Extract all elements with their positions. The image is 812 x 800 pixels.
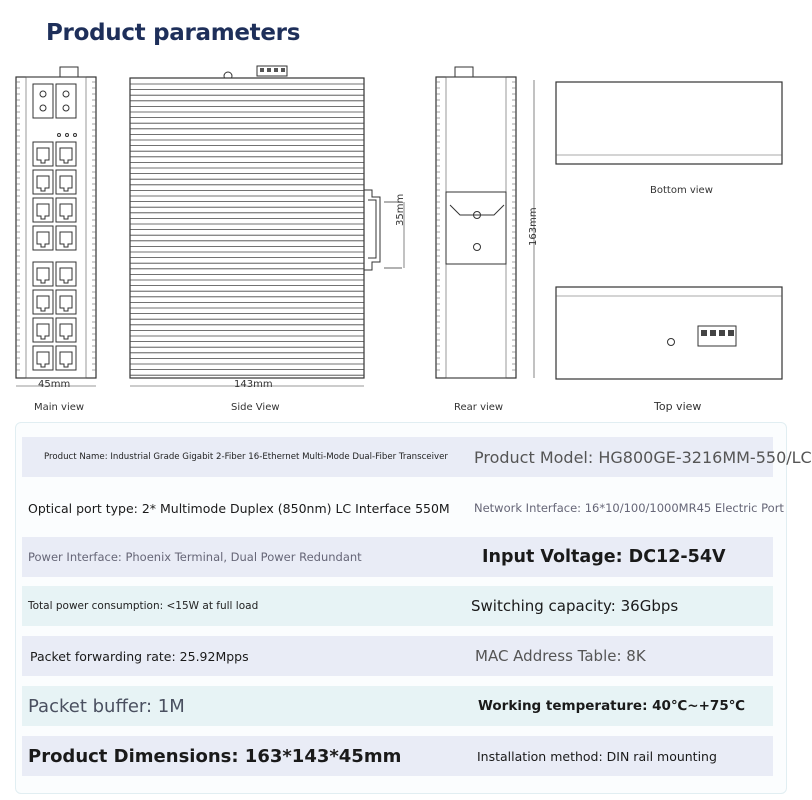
rear-view-caption: Rear view bbox=[454, 402, 504, 413]
spec-product-model: Product Model: HG800GE-3216MM-550/LC bbox=[474, 447, 812, 467]
spec-row bbox=[22, 636, 773, 676]
dimension-height: 163mm bbox=[528, 207, 539, 246]
spec-mac-table: MAC Address Table: 8K bbox=[475, 647, 646, 665]
spec-row bbox=[22, 736, 773, 776]
dimension-rail: 35mm bbox=[395, 193, 406, 226]
side-view-drawing bbox=[130, 66, 404, 386]
spec-power-interface: Power Interface: Phoenix Terminal, Dual Power Redundant bbox=[28, 550, 362, 564]
bottom-view-caption: Bottom view bbox=[650, 185, 713, 196]
spec-switching-capacity: Switching capacity: 36Gbps bbox=[471, 597, 679, 615]
spec-installation: Installation method: DIN rail mounting bbox=[477, 748, 717, 764]
spec-network-interface: Network Interface: 16*10/100/1000MR45 Electric Port bbox=[474, 501, 784, 515]
dimension-length: 143mm bbox=[234, 379, 273, 390]
spec-row bbox=[22, 686, 773, 726]
spec-input-voltage: Input Voltage: DC12-54V bbox=[482, 547, 726, 567]
spec-row bbox=[22, 537, 773, 577]
spec-dimensions: Product Dimensions: 163*143*45mm bbox=[28, 745, 402, 767]
technical-drawings bbox=[0, 60, 800, 400]
top-view-caption: Top view bbox=[654, 400, 702, 413]
spec-product-name: Product Name: Industrial Grade Gigabit 2-Fiber 16-Ethernet Multi-Mode Dual-Fiber Transceiver bbox=[44, 452, 448, 462]
spec-packet-buffer: Packet buffer: 1M bbox=[28, 695, 185, 717]
spec-row bbox=[22, 488, 784, 528]
rear-view-drawing bbox=[436, 67, 534, 378]
spec-forwarding-rate: Packet forwarding rate: 25.92Mpps bbox=[30, 648, 249, 664]
main-view-drawing bbox=[16, 67, 96, 386]
spec-row bbox=[22, 586, 773, 626]
side-view-caption: Side View bbox=[231, 402, 280, 413]
spec-row bbox=[22, 437, 812, 477]
spec-working-temp: Working temperature: 40℃~+75℃ bbox=[478, 698, 746, 714]
dimension-width: 45mm bbox=[38, 379, 71, 390]
top-view-drawing bbox=[556, 287, 782, 379]
page-heading: Product parameters bbox=[46, 20, 301, 46]
spec-optical-port: Optical port type: 2* Multimode Duplex (850nm) LC Interface 550M bbox=[28, 500, 450, 516]
bottom-view-drawing bbox=[556, 82, 782, 164]
main-view-caption: Main view bbox=[34, 402, 85, 413]
spec-power-consumption: Total power consumption: <15W at full load bbox=[28, 600, 259, 612]
